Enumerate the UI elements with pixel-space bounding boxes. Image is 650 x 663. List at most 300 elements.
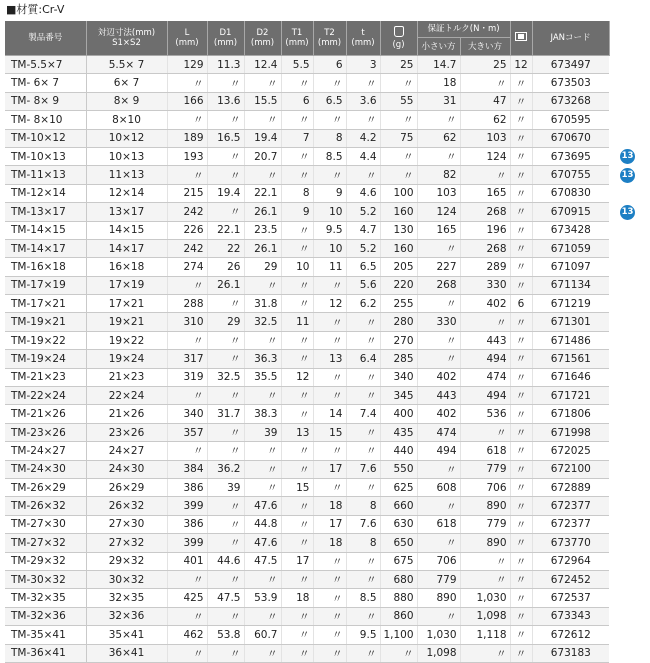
cell-torque-large: 103 — [460, 129, 510, 147]
cell-t2: 13 — [313, 350, 346, 368]
cell-t2: 〃 — [313, 111, 346, 129]
cell-across-flats: 10×13 — [86, 147, 167, 165]
table-row — [5, 56, 609, 74]
cell-d2: 26.1 — [244, 239, 281, 257]
cell-t1: 〃 — [281, 607, 313, 625]
cell-package-qty: 〃 — [510, 534, 532, 552]
cell-t1: 〃 — [281, 111, 313, 129]
cell-across-flats: 24×27 — [86, 442, 167, 460]
cell-d1: 26 — [207, 258, 244, 276]
cell-d2: 〃 — [244, 166, 281, 184]
cell-thickness: 〃 — [346, 313, 380, 331]
cell-product-number: TM- 8×10 — [5, 111, 86, 129]
cell-torque-large: 〃 — [460, 644, 510, 662]
cell-product-number: TM-5.5×7 — [5, 56, 86, 74]
cell-d2: 36.3 — [244, 350, 281, 368]
cell-thickness: 4.6 — [346, 184, 380, 202]
header-across-flats — [86, 21, 167, 56]
cell-across-flats: 8×10 — [86, 111, 167, 129]
cell-torque-small: 443 — [417, 387, 460, 405]
cell-product-number: TM-21×23 — [5, 368, 86, 386]
cell-product-number: TM-10×12 — [5, 129, 86, 147]
table-row — [5, 405, 609, 423]
cell-t2: 〃 — [313, 570, 346, 588]
cell-thickness: 〃 — [346, 552, 380, 570]
cell-thickness: 3.6 — [346, 92, 380, 110]
cell-t1: 12 — [281, 368, 313, 386]
cell-d1: 29 — [207, 313, 244, 331]
cell-product-number: TM- 6× 7 — [5, 74, 86, 92]
header-across-flats-label: 対辺寸法(mm) S1×S2 — [97, 28, 156, 48]
cell-t2: 〃 — [313, 442, 346, 460]
cell-d2: 〃 — [244, 111, 281, 129]
cell-d1: 47.5 — [207, 589, 244, 607]
cell-thickness: 9.5 — [346, 626, 380, 644]
table-row — [5, 111, 609, 129]
table-row — [5, 589, 609, 607]
cell-torque-large: 〃 — [460, 166, 510, 184]
table-row — [5, 147, 609, 165]
table-body — [5, 56, 609, 663]
cell-t1: 〃 — [281, 460, 313, 478]
cell-t1: 〃 — [281, 644, 313, 662]
cell-d2: 35.5 — [244, 368, 281, 386]
cell-t1: 5.5 — [281, 56, 313, 74]
cell-torque-small: 31 — [417, 92, 460, 110]
cell-t1: 〃 — [281, 166, 313, 184]
cell-d1: 〃 — [207, 570, 244, 588]
cell-weight: 650 — [380, 534, 417, 552]
cell-thickness: 8.5 — [346, 589, 380, 607]
cell-length: 399 — [167, 497, 207, 515]
cell-across-flats: 24×30 — [86, 460, 167, 478]
cell-t1: 〃 — [281, 295, 313, 313]
cell-across-flats: 14×17 — [86, 239, 167, 257]
cell-length: 〃 — [167, 331, 207, 349]
cell-jan-code: 672377 — [532, 497, 609, 515]
cell-across-flats: 17×21 — [86, 295, 167, 313]
cell-across-flats: 11×13 — [86, 166, 167, 184]
header-t2-label: T2 (mm) — [317, 28, 342, 48]
cell-d2: 12.4 — [244, 56, 281, 74]
cell-package-qty: 〃 — [510, 626, 532, 644]
cell-torque-large: 402 — [460, 295, 510, 313]
cell-thickness: 7.6 — [346, 460, 380, 478]
cell-thickness: 4.4 — [346, 147, 380, 165]
cell-weight: 550 — [380, 460, 417, 478]
cell-across-flats: 30×32 — [86, 570, 167, 588]
cell-thickness: 〃 — [346, 607, 380, 625]
cell-weight: 880 — [380, 589, 417, 607]
cell-length: 166 — [167, 92, 207, 110]
cell-thickness: 〃 — [346, 442, 380, 460]
cell-weight: 680 — [380, 570, 417, 588]
cell-across-flats: 19×24 — [86, 350, 167, 368]
spec-table — [5, 21, 610, 663]
cell-torque-small: 〃 — [417, 111, 460, 129]
header-t1-label: T1 (mm) — [285, 28, 309, 48]
cell-torque-large: 1,098 — [460, 607, 510, 625]
cell-package-qty: 〃 — [510, 405, 532, 423]
cell-length: 242 — [167, 239, 207, 257]
cell-d2: 〃 — [244, 570, 281, 588]
cell-t1: 〃 — [281, 239, 313, 257]
header-d1-label: D1 (mm) — [213, 28, 238, 48]
cell-t1: 11 — [281, 313, 313, 331]
cell-t2: 〃 — [313, 387, 346, 405]
cell-length: 401 — [167, 552, 207, 570]
cell-package-qty: 〃 — [510, 515, 532, 533]
cell-torque-large: 1,030 — [460, 589, 510, 607]
cell-d2: 32.5 — [244, 313, 281, 331]
cell-weight: 1,100 — [380, 626, 417, 644]
cell-product-number: TM-22×24 — [5, 387, 86, 405]
cell-package-qty: 〃 — [510, 129, 532, 147]
cell-product-number: TM-12×14 — [5, 184, 86, 202]
cell-package-qty: 12 — [510, 56, 532, 74]
cell-t1: 〃 — [281, 570, 313, 588]
cell-torque-small: 〃 — [417, 350, 460, 368]
cell-thickness: 〃 — [346, 74, 380, 92]
cell-jan-code: 672537 — [532, 589, 609, 607]
cell-d1: 〃 — [207, 331, 244, 349]
cell-product-number: TM-14×15 — [5, 221, 86, 239]
cell-jan-code: 673268 — [532, 92, 609, 110]
cell-d1: 〃 — [207, 534, 244, 552]
cell-weight: 860 — [380, 607, 417, 625]
cell-jan-code: 671097 — [532, 258, 609, 276]
header-length — [167, 21, 207, 56]
cell-d2: 47.5 — [244, 552, 281, 570]
header-torque-small: 小さい方 — [417, 38, 460, 56]
cell-d2: 39 — [244, 423, 281, 441]
cell-torque-large: 124 — [460, 147, 510, 165]
cell-package-qty: 〃 — [510, 552, 532, 570]
cell-jan-code: 673770 — [532, 534, 609, 552]
cell-product-number: TM-35×41 — [5, 626, 86, 644]
cell-length: 129 — [167, 56, 207, 74]
cell-d2: 〃 — [244, 478, 281, 496]
cell-jan-code: 671486 — [532, 331, 609, 349]
cell-weight: 75 — [380, 129, 417, 147]
cell-d1: 53.8 — [207, 626, 244, 644]
header-t2 — [313, 21, 346, 56]
cell-product-number: TM-17×19 — [5, 276, 86, 294]
cell-length: 〃 — [167, 644, 207, 662]
cell-torque-large: 268 — [460, 203, 510, 221]
cell-d1: 〃 — [207, 74, 244, 92]
table-row — [5, 350, 609, 368]
cell-t1: 7 — [281, 129, 313, 147]
header-torque-large: 大きい方 — [460, 38, 510, 56]
cell-thickness: 8 — [346, 497, 380, 515]
material-label: ■材質:Cr-V — [6, 3, 65, 16]
cell-weight: 435 — [380, 423, 417, 441]
cell-torque-small: 〃 — [417, 497, 460, 515]
cell-weight: 25 — [380, 56, 417, 74]
cell-d2: 23.5 — [244, 221, 281, 239]
cell-torque-large: 62 — [460, 111, 510, 129]
header-package-qty — [510, 21, 532, 56]
cell-torque-large: 〃 — [460, 552, 510, 570]
cell-across-flats: 35×41 — [86, 626, 167, 644]
cell-d2: 〃 — [244, 607, 281, 625]
cell-t2: 〃 — [313, 368, 346, 386]
cell-product-number: TM-27×30 — [5, 515, 86, 533]
size-13-badge: 13 — [620, 205, 635, 220]
table-row — [5, 258, 609, 276]
cell-weight: 160 — [380, 203, 417, 221]
cell-thickness: 5.2 — [346, 239, 380, 257]
cell-d1: 〃 — [207, 423, 244, 441]
cell-across-flats: 23×26 — [86, 423, 167, 441]
cell-d2: 〃 — [244, 74, 281, 92]
cell-d1: 〃 — [207, 515, 244, 533]
cell-t1: 17 — [281, 552, 313, 570]
cell-weight: 280 — [380, 313, 417, 331]
cell-weight: 220 — [380, 276, 417, 294]
cell-package-qty: 〃 — [510, 387, 532, 405]
cell-length: 319 — [167, 368, 207, 386]
cell-across-flats: 21×26 — [86, 405, 167, 423]
cell-length: 〃 — [167, 607, 207, 625]
cell-t2: 6 — [313, 56, 346, 74]
cell-d2: 29 — [244, 258, 281, 276]
cell-jan-code: 672452 — [532, 570, 609, 588]
cell-weight: 205 — [380, 258, 417, 276]
cell-package-qty: 〃 — [510, 350, 532, 368]
cell-jan-code: 673428 — [532, 221, 609, 239]
cell-length: 242 — [167, 203, 207, 221]
cell-jan-code: 671998 — [532, 423, 609, 441]
cell-t1: 9 — [281, 203, 313, 221]
table-row — [5, 387, 609, 405]
table-row — [5, 331, 609, 349]
cell-t1: 〃 — [281, 497, 313, 515]
cell-package-qty: 〃 — [510, 184, 532, 202]
cell-d1: 〃 — [207, 644, 244, 662]
cell-t2: 14 — [313, 405, 346, 423]
cell-package-qty: 〃 — [510, 203, 532, 221]
table-row — [5, 497, 609, 515]
cell-torque-large: 165 — [460, 184, 510, 202]
cell-weight: 625 — [380, 478, 417, 496]
cell-d2: 47.6 — [244, 497, 281, 515]
cell-t2: 17 — [313, 460, 346, 478]
cell-length: 〃 — [167, 166, 207, 184]
cell-product-number: TM-21×26 — [5, 405, 86, 423]
cell-jan-code: 673343 — [532, 607, 609, 625]
header-t1 — [281, 21, 313, 56]
cell-torque-large: 536 — [460, 405, 510, 423]
cell-torque-large: 618 — [460, 442, 510, 460]
cell-d1: 〃 — [207, 607, 244, 625]
cell-torque-small: 608 — [417, 478, 460, 496]
cell-length: 〃 — [167, 111, 207, 129]
cell-package-qty: 〃 — [510, 276, 532, 294]
cell-weight: 400 — [380, 405, 417, 423]
cell-product-number: TM-23×26 — [5, 423, 86, 441]
cell-length: 462 — [167, 626, 207, 644]
cell-d2: 〃 — [244, 387, 281, 405]
cell-t2: 17 — [313, 515, 346, 533]
cell-d1: 〃 — [207, 203, 244, 221]
cell-torque-large: 〃 — [460, 570, 510, 588]
cell-d1: 〃 — [207, 111, 244, 129]
cell-package-qty: 〃 — [510, 460, 532, 478]
cell-package-qty: 〃 — [510, 239, 532, 257]
table-row — [5, 442, 609, 460]
table-row — [5, 423, 609, 441]
cell-weight: 100 — [380, 184, 417, 202]
cell-torque-small: 62 — [417, 129, 460, 147]
cell-d1: 39 — [207, 478, 244, 496]
cell-weight: 55 — [380, 92, 417, 110]
cell-torque-large: 47 — [460, 92, 510, 110]
cell-length: 〃 — [167, 276, 207, 294]
spec-table-container — [5, 21, 609, 663]
cell-product-number: TM-26×32 — [5, 497, 86, 515]
cell-jan-code: 673183 — [532, 644, 609, 662]
cell-product-number: TM-27×32 — [5, 534, 86, 552]
cell-t2: 〃 — [313, 626, 346, 644]
cell-t2: 8 — [313, 129, 346, 147]
cell-d2: 〃 — [244, 442, 281, 460]
cell-t2: 〃 — [313, 331, 346, 349]
table-row — [5, 607, 609, 625]
cell-d1: 32.5 — [207, 368, 244, 386]
cell-weight: 440 — [380, 442, 417, 460]
cell-product-number: TM-11×13 — [5, 166, 86, 184]
cell-across-flats: 32×36 — [86, 607, 167, 625]
cell-t2: 12 — [313, 295, 346, 313]
cell-t1: 〃 — [281, 442, 313, 460]
cell-torque-large: 〃 — [460, 313, 510, 331]
cell-d2: 44.8 — [244, 515, 281, 533]
cell-length: 357 — [167, 423, 207, 441]
cell-t2: 9.5 — [313, 221, 346, 239]
cell-jan-code: 670755 — [532, 166, 609, 184]
cell-torque-small: 268 — [417, 276, 460, 294]
cell-t2: 〃 — [313, 552, 346, 570]
cell-length: 317 — [167, 350, 207, 368]
cell-product-number: TM-29×32 — [5, 552, 86, 570]
cell-t2: 11 — [313, 258, 346, 276]
cell-jan-code: 671561 — [532, 350, 609, 368]
table-row — [5, 313, 609, 331]
header-product-number: 製品番号 — [5, 21, 86, 56]
cell-d1: 〃 — [207, 387, 244, 405]
cell-across-flats: 14×15 — [86, 221, 167, 239]
cell-torque-small: 494 — [417, 442, 460, 460]
cell-torque-small: 〃 — [417, 534, 460, 552]
cell-product-number: TM-10×13 — [5, 147, 86, 165]
cell-thickness: 6.2 — [346, 295, 380, 313]
cell-weight: 〃 — [380, 644, 417, 662]
cell-across-flats: 19×21 — [86, 313, 167, 331]
cell-t1: 〃 — [281, 515, 313, 533]
cell-package-qty: 〃 — [510, 423, 532, 441]
cell-package-qty: 〃 — [510, 258, 532, 276]
cell-d1: 〃 — [207, 295, 244, 313]
cell-package-qty: 〃 — [510, 166, 532, 184]
header-torque: 保証トルク(N・m) — [417, 21, 510, 38]
cell-package-qty: 〃 — [510, 74, 532, 92]
cell-d1: 〃 — [207, 497, 244, 515]
cell-t1: 8 — [281, 184, 313, 202]
table-row — [5, 92, 609, 110]
cell-d2: 〃 — [244, 460, 281, 478]
cell-weight: 660 — [380, 497, 417, 515]
cell-torque-large: 330 — [460, 276, 510, 294]
cell-torque-small: 〃 — [417, 607, 460, 625]
size-13-badge: 13 — [620, 149, 635, 164]
cell-torque-small: 18 — [417, 74, 460, 92]
cell-t1: 〃 — [281, 350, 313, 368]
cell-t1: 〃 — [281, 387, 313, 405]
cell-across-flats: 27×32 — [86, 534, 167, 552]
cell-length: 399 — [167, 534, 207, 552]
cell-torque-large: 494 — [460, 350, 510, 368]
cell-d1: 〃 — [207, 442, 244, 460]
cell-t2: 10 — [313, 203, 346, 221]
cell-length: 386 — [167, 478, 207, 496]
table-row — [5, 166, 609, 184]
cell-thickness: 〃 — [346, 166, 380, 184]
cell-package-qty: 〃 — [510, 607, 532, 625]
cell-thickness: 4.7 — [346, 221, 380, 239]
table-row — [5, 368, 609, 386]
cell-jan-code: 672377 — [532, 515, 609, 533]
cell-product-number: TM-32×35 — [5, 589, 86, 607]
cell-torque-small: 618 — [417, 515, 460, 533]
cell-across-flats: 6× 7 — [86, 74, 167, 92]
cell-d2: 〃 — [244, 331, 281, 349]
cell-torque-small: 1,098 — [417, 644, 460, 662]
cell-product-number: TM-19×24 — [5, 350, 86, 368]
header-thickness — [346, 21, 380, 56]
cell-package-qty: 〃 — [510, 111, 532, 129]
cell-weight: 〃 — [380, 111, 417, 129]
cell-product-number: TM-30×32 — [5, 570, 86, 588]
cell-torque-large: 25 — [460, 56, 510, 74]
cell-d2: 〃 — [244, 644, 281, 662]
cell-d2: 19.4 — [244, 129, 281, 147]
cell-weight: 160 — [380, 239, 417, 257]
cell-product-number: TM-13×17 — [5, 203, 86, 221]
cell-t1: 〃 — [281, 534, 313, 552]
cell-jan-code: 673695 — [532, 147, 609, 165]
cell-torque-large: 443 — [460, 331, 510, 349]
cell-product-number: TM-19×21 — [5, 313, 86, 331]
cell-torque-small: 124 — [417, 203, 460, 221]
cell-package-qty: 6 — [510, 295, 532, 313]
cell-t1: 18 — [281, 589, 313, 607]
cell-length: 425 — [167, 589, 207, 607]
cell-d1: 19.4 — [207, 184, 244, 202]
cell-t2: 18 — [313, 534, 346, 552]
cell-torque-small: 165 — [417, 221, 460, 239]
cell-package-qty: 〃 — [510, 92, 532, 110]
cell-jan-code: 672612 — [532, 626, 609, 644]
cell-torque-small: 779 — [417, 570, 460, 588]
cell-thickness: 6.4 — [346, 350, 380, 368]
cell-across-flats: 5.5× 7 — [86, 56, 167, 74]
cell-across-flats: 29×32 — [86, 552, 167, 570]
cell-d1: 11.3 — [207, 56, 244, 74]
cell-across-flats: 36×41 — [86, 644, 167, 662]
cell-t2: 〃 — [313, 607, 346, 625]
